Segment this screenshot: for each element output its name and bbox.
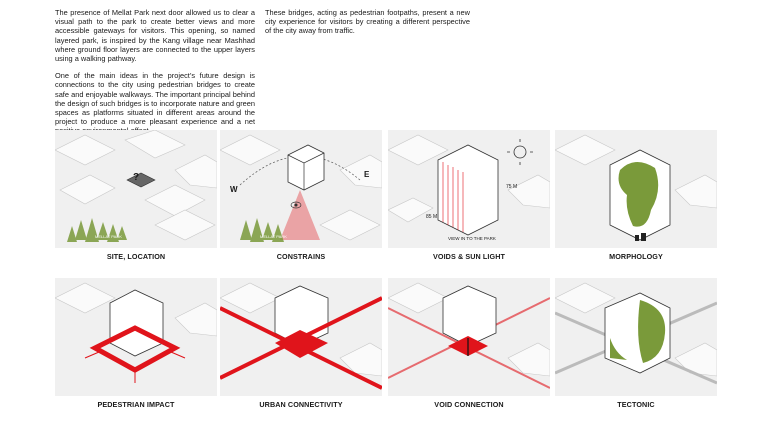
sun-icon [507,139,533,165]
caption-pedestrian-impact: PEDESTRIAN IMPACT [97,400,175,409]
view-cone [280,190,320,240]
caption-site-location: SITE, LOCATION [106,252,166,261]
site-marker: ? [133,172,140,183]
caption-tectonic: TECTONIC [617,400,655,409]
caption-morphology: MORPHOLOGY [609,252,663,261]
building-block [438,145,498,235]
caption-void-connection: VOID CONNECTION [434,400,504,409]
panel-voids-sun-light [388,130,550,248]
panel-tectonic [555,278,717,396]
panel-urban-connectivity [220,278,382,396]
park-label: MELLAT PARK [95,234,122,239]
height-label: 75 M [506,184,518,190]
building-volume [288,145,324,190]
paragraph-bridge-footpaths: These bridges, acting as pedestrian footpaths, present a new city experience for visitors by creating a different perspective of the city away from traffic. [265,8,470,36]
caption-voids-sun-light: VOIDS & SUN LIGHT [433,252,505,261]
caption-constrains: CONSTRAINS [276,252,326,261]
description-column-right [265,8,470,44]
width-label: 85 M [426,214,438,220]
panel-void-connection [388,278,550,396]
panel-morphology [555,130,717,248]
paragraph-pedestrian-bridges: One of the main ideas in the project’s future design is connections to the city using pedestrian bridges to create safe and enjoyable walkways. The important principal behind the design of such bridges is to incorporate nature and green spaces as platforms situated in different areas around the project to produce a more pleasant experience and a net [55,71,255,127]
view-label: VIEW IN TO THE PARK [448,236,496,241]
paragraph-mellat-park: The presence of Mellat Park next door allowed us to clear a visual path to the park to create better views and more accessible gateways for visitors. This opening, so named layered park, is inspired by the Kang village near Mashhad where ground floor layers are connected to the upper layers using a walking pathway. [55,8,255,64]
site-plot [127,173,155,187]
panel-constrains [220,130,382,248]
east-label: E [364,170,370,179]
panel-site-location [55,130,217,248]
panel-pedestrian-impact [55,278,217,396]
building-block [110,290,163,356]
caption-urban-connectivity: URBAN CONNECTIVITY [259,400,343,409]
park-label: MELLAT PARK [260,234,287,239]
description-column-left [55,8,255,144]
west-label: W [230,185,238,194]
